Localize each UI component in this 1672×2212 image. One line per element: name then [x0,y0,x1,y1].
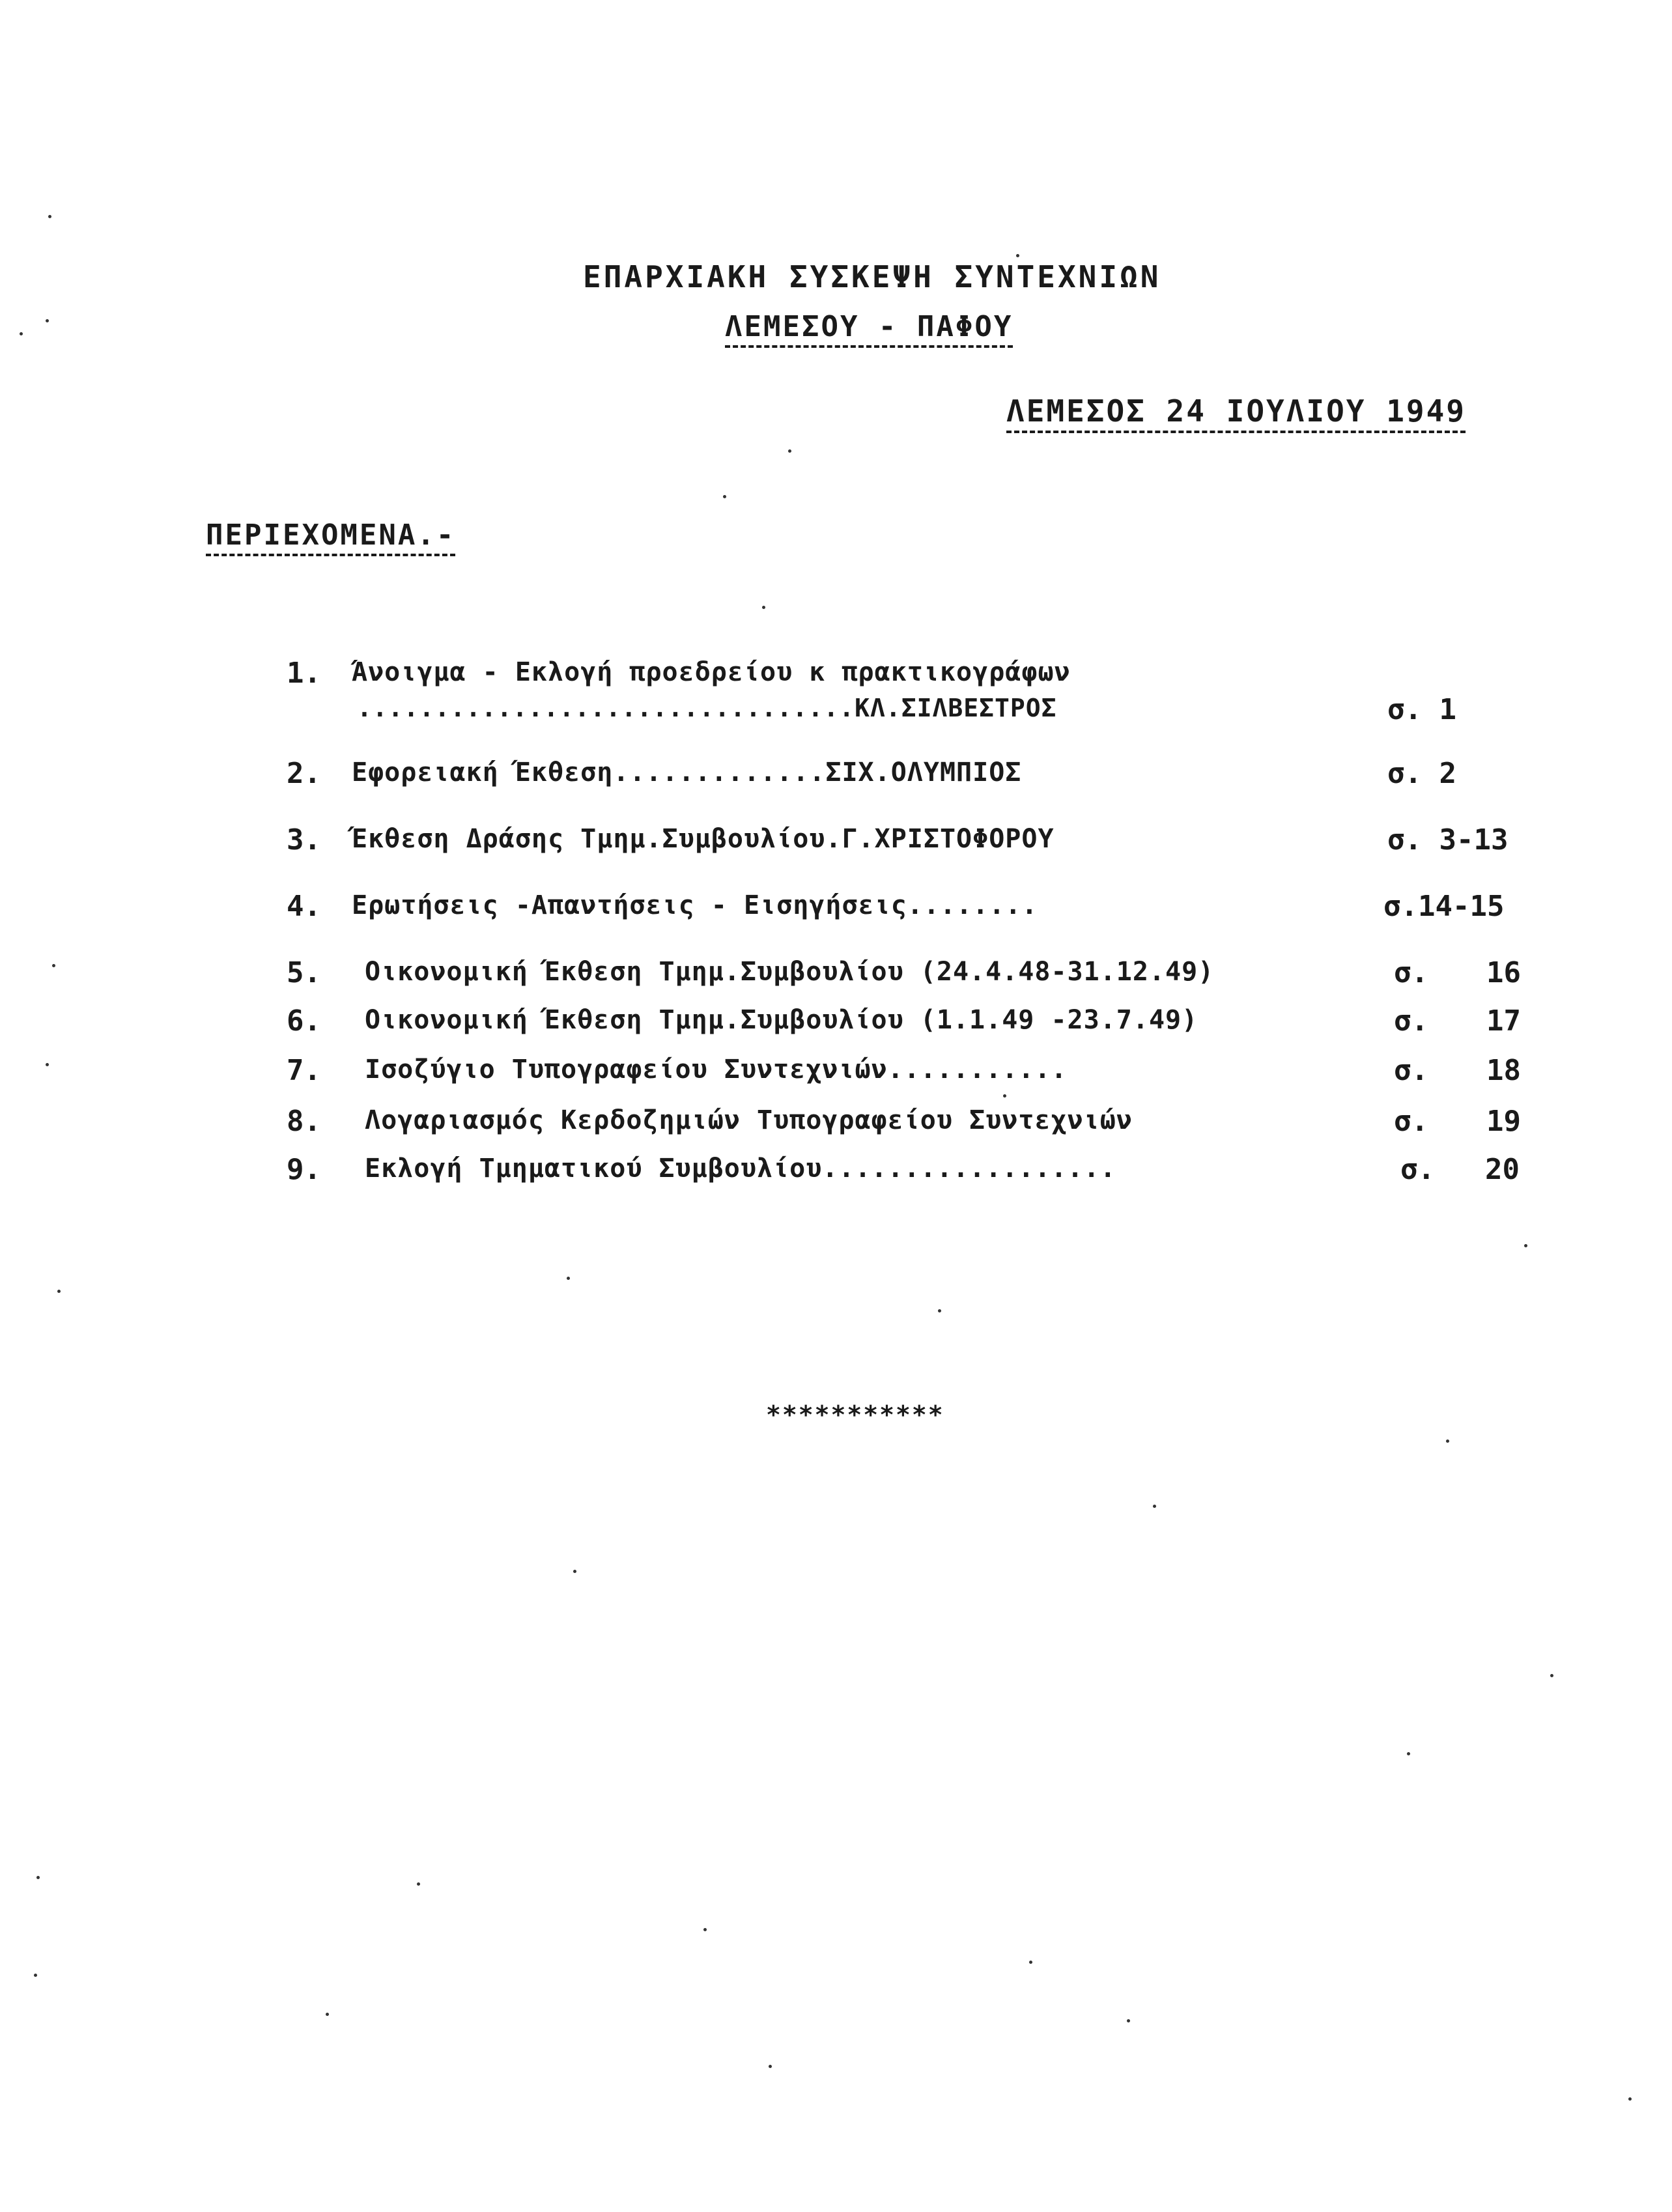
speck [938,1309,941,1312]
item-page: 20 [1485,1153,1520,1186]
speck [1407,1752,1410,1755]
item-title: Λογαριασμός Κερδοζημιών Τυπογραφείου Συντεχνιών [365,1105,1133,1135]
item-page: σ.14-15 [1383,890,1505,923]
organization-heading: ΕΠΑΡΧΙΑΚΗ ΣΥΣΚΕΨΗ ΣΥΝΤΕΧΝΙΩΝ [583,259,1161,294]
item-number: 9. [287,1153,321,1186]
speck [1446,1439,1449,1443]
item-page-prefix: σ. [1394,956,1428,989]
speck [48,215,51,218]
item-title: Οικονομική Έκθεση Τμημ.Συμβουλίου (24.4.48-31.12.49) [365,957,1215,987]
speck [46,319,49,322]
item-title: Οικονομική Έκθεση Τμημ.Συμβουλίου (1.1.49 -23.7.49) [365,1005,1198,1035]
speck [1016,254,1019,257]
speck [1029,1961,1032,1964]
item-number: 6. [287,1004,321,1038]
item-number: 4. [287,890,321,923]
speck [1524,1244,1527,1247]
speck [1003,1094,1006,1098]
item-page: 16 [1486,956,1521,989]
item-title: Εφορειακή Έκθεση.............ΣΙΧ.ΟΛΥΜΠΙΟΣ [352,758,1022,787]
item-number: 1. [287,657,321,690]
item-page: 18 [1486,1054,1521,1087]
item-number: 2. [287,757,321,790]
speck [46,1063,49,1066]
speck [1153,1505,1156,1508]
item-title-continuation: ................................ΚΛ.ΣΙΛΒΕΣΤΡΟΣ [357,694,1057,722]
speck [762,606,765,609]
speck [34,1974,37,1977]
item-page-prefix: σ. [1394,1054,1428,1087]
end-separator: *********** [766,1400,944,1429]
item-title: Άνοιγμα - Εκλογή προεδρείου κ πρακτικογράφων [352,657,1071,687]
speck [788,449,791,453]
speck [1628,2097,1632,2101]
item-number: 5. [287,956,321,989]
item-page: 19 [1486,1105,1521,1138]
item-number: 3. [287,823,321,857]
speck [703,1928,707,1931]
item-page-prefix: σ. [1394,1004,1428,1038]
speck [20,332,23,335]
item-page: 17 [1486,1004,1521,1038]
speck [52,964,55,967]
speck [57,1290,61,1293]
contents-title: ΠΕΡΙΕΧΟΜΕΝΑ.- [206,518,456,552]
speck [769,2065,772,2068]
district-heading: ΛΕΜΕΣΟΥ - ΠΑΦΟΥ [725,310,1013,343]
speck [1127,2019,1130,2022]
speck [723,495,726,498]
date-line: ΛΕΜΕΣΟΣ 24 ΙΟΥΛΙΟΥ 1949 [1006,393,1466,429]
item-title: Εκλογή Τμηματικού Συμβουλίου.................. [365,1154,1116,1184]
item-page: σ. 3-13 [1387,823,1509,857]
speck [326,2013,329,2016]
item-title: Ισοζύγιο Τυπογραφείου Συντεχνιών........... [365,1055,1068,1085]
speck [573,1570,576,1573]
speck [1550,1674,1553,1677]
item-page-prefix: σ. [1400,1153,1435,1186]
speck [417,1882,420,1886]
item-title: Ερωτήσεις -Απαντήσεις - Εισηγήσεις........ [352,890,1038,920]
speck [36,1876,40,1879]
item-title: Έκθεση Δράσης Τμημ.Συμβουλίου.Γ.ΧΡΙΣΤΟΦΟΡΟΥ [352,824,1055,854]
speck [567,1277,570,1280]
item-number: 8. [287,1105,321,1138]
item-page: σ. 2 [1387,757,1456,790]
item-page: σ. 1 [1387,693,1456,726]
item-number: 7. [287,1054,321,1087]
item-page-prefix: σ. [1394,1105,1428,1138]
